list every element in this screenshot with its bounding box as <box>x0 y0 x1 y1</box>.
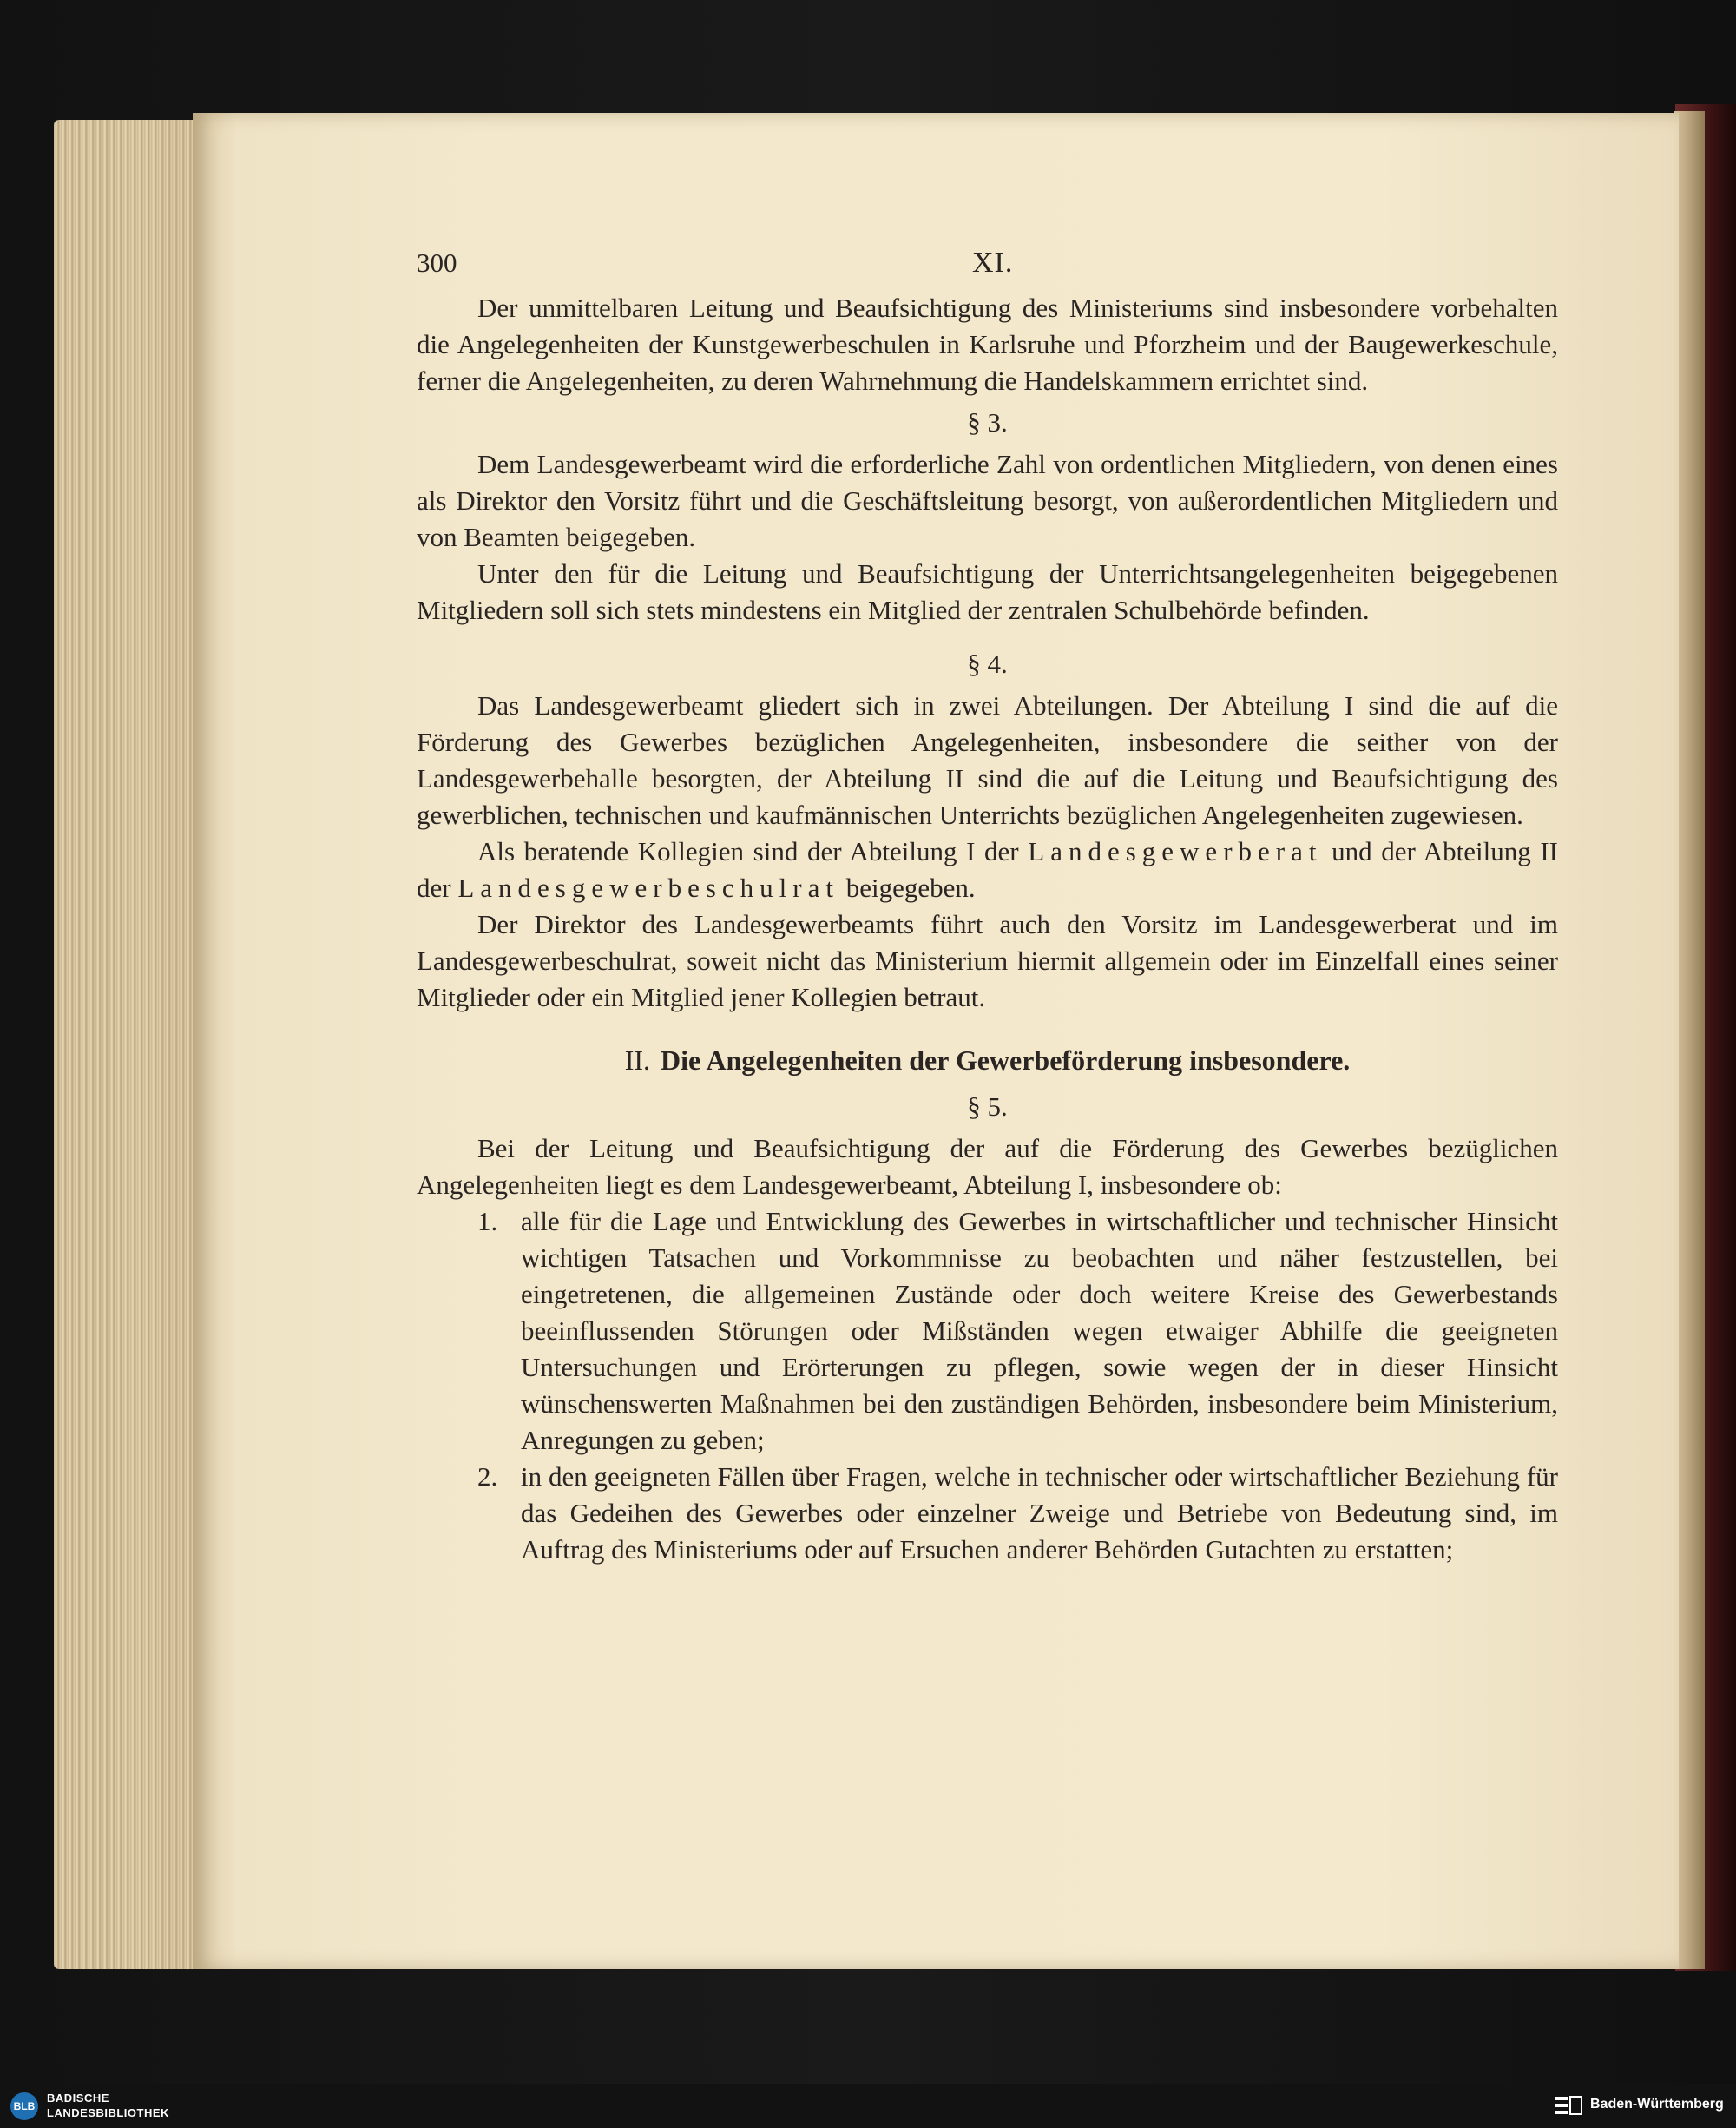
section-3-paragraph-1: Dem Landesgewerbeamt wird die erforderliche Zahl von ordentlichen Mitgliedern, von denen eines als Direktor den Vorsitz führt und die Geschäftsleitung besorgt, von außerordentlichen Mitgliedern und von Beamten beigegeben. <box>417 449 1558 552</box>
library-name-line-2: LANDESBIBLIOTHEK <box>47 2106 169 2119</box>
section-4-paragraph-1: Das Landesgewerbeamt gliedert sich in zwei Abteilungen. Der Abteilung I sind die auf die Förderung des Gewerbes bezüglichen Angelegenheiten, insbesondere die seither von der Landesgewerbehalle besorgten, der Abteilung II sind die auf die Leitung und Beaufsichtigung des gewerblichen, technischen und kaufmännischen Unterrichts bezüglichen Angelegenheiten zugewiesen. <box>417 690 1558 830</box>
page-number: 300 <box>417 247 457 278</box>
term-landesgewerbeschulrat: Landesgewerbeschulrat <box>457 873 839 903</box>
text-segment: Als beratende Kollegien sind der Abteilung I der <box>477 836 1019 866</box>
library-name[interactable] <box>47 2091 169 2120</box>
section-4-title: § 4. <box>967 649 1008 679</box>
list-item <box>417 1203 1558 1459</box>
chapter-heading <box>417 1042 1558 1078</box>
section-5-title: § 5. <box>967 1091 1008 1122</box>
state-label[interactable]: Baden-Württemberg <box>1590 2097 1724 2112</box>
term-landesgewerberat: Landesgewerberat <box>1028 836 1323 866</box>
list-item <box>417 1459 1558 1568</box>
section-3-title: § 3. <box>967 407 1008 438</box>
section-5-intro: Bei der Leitung und Beaufsichtigung der auf die Förderung des Gewerbes bezüglichen Angelegenheiten liegt es dem Landesgewerbeamt, Abteilung I, insbesondere ob: <box>417 1133 1558 1200</box>
section-4-paragraph-3: Der Direktor des Landesgewerbeamts führt auch den Vorsitz im Landesgewerberat und im Landesgewerbeschulrat, soweit nicht das Ministerium hiermit allgemein oder im Einzelfall eines seiner Mitglieder oder ein Mitglied jener Kollegien betraut. <box>417 909 1558 1012</box>
list-item-number: 2. <box>477 1461 498 1492</box>
text-segment: und der Abteilung II der <box>417 836 1558 903</box>
paragraph-intro: Der unmittelbaren Leitung und Beaufsichtigung des Ministeriums sind insbesondere vorbehalten die Angelegenheiten der Kunstgewerbeschulen in Karlsruhe und Pforzheim und der Baugewerkeschule, ferner die Angelegenheiten, zu deren Wahrnehmung die Handelskammern errichtet sind. <box>417 293 1558 396</box>
section-4-paragraph-2 <box>417 833 1558 906</box>
section-3-paragraph-2: Unter den für die Leitung und Beaufsichtigung der Unterrichtsangelegenheiten beigegebenen Mitgliedern soll sich stets mindestens ein Mitglied der zentralen Schulbehörde befinden. <box>417 558 1558 625</box>
blb-logo-icon[interactable]: BLB <box>10 2092 38 2120</box>
text-segment: beigegeben. <box>845 873 976 903</box>
baden-wuerttemberg-emblem-icon <box>1554 2094 1583 2117</box>
chapter-title: Die Angelegenheiten der Gewerbeförderung insbesondere. <box>661 1044 1351 1076</box>
list-item-text: alle für die Lage und Entwicklung des Gewerbes in wirtschaftlicher und technischer Hinsicht wichtigen Tatsachen und Vorkommnisse zu beobachten und näher festzustellen, bei eingetretenen, die allgemeinen Zustände oder doch weitere Kreise des Gewerbestands beeinflussenden Störungen oder Mißständen wegen etwaiger Abhilfe die geeigneten Untersuchungen und Erörterungen zu pflegen, sowie wegen der in dieser Hinsicht wünschenswerten Maßnahmen bei den zuständigen Behörden, insbesondere beim Ministerium, Anregungen zu geben; <box>521 1206 1558 1455</box>
running-head: XI. <box>972 247 1014 279</box>
page-header <box>417 245 1558 290</box>
library-name-line-1: BADISCHE <box>47 2092 109 2105</box>
viewer-footer <box>0 2084 1736 2128</box>
page-stack-left <box>54 120 201 1969</box>
chapter-number: II. <box>624 1044 650 1076</box>
list-item-text: in den geeigneten Fällen über Fragen, welche in technischer oder wirtschaftlicher Beziehung für das Gedeihen des Gewerbes oder einzelner Zweige und Betriebe von Bedeutung sind, im Auftrag des Ministeriums oder auf Ersuchen anderer Behörden Gutachten zu erstatten; <box>521 1461 1558 1565</box>
list-item-number: 1. <box>477 1206 498 1236</box>
page-text <box>417 245 1558 1568</box>
